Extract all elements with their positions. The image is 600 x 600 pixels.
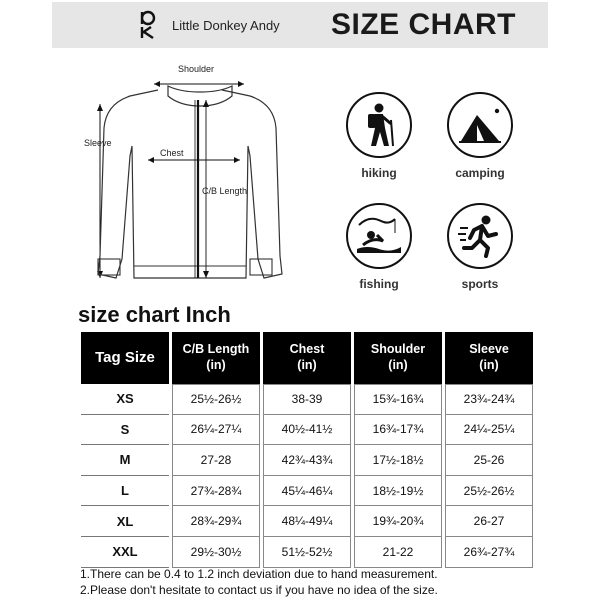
length-label: C/B Length bbox=[202, 186, 248, 196]
table-cell: 21-22 bbox=[354, 537, 442, 568]
shoulder-label: Shoulder bbox=[178, 64, 215, 74]
chest-label: Chest bbox=[160, 148, 184, 158]
footnotes bbox=[80, 566, 438, 598]
activity-label: hiking bbox=[361, 166, 397, 180]
table-row bbox=[81, 445, 533, 476]
header-sleeve: Sleeve (in) bbox=[445, 332, 533, 384]
brand-name: Little Donkey Andy bbox=[172, 17, 280, 33]
tent-icon bbox=[457, 105, 503, 145]
table-row bbox=[81, 506, 533, 537]
hiker-icon bbox=[359, 102, 399, 148]
table-cell: 48¼-49¼ bbox=[263, 506, 351, 537]
fisher-icon bbox=[355, 215, 403, 257]
table-cell: 25-26 bbox=[445, 445, 533, 476]
header-cb-length: C/B Length (in) bbox=[172, 332, 260, 384]
size-cell: S bbox=[81, 415, 169, 446]
table-cell: 26¾-27¾ bbox=[445, 537, 533, 568]
runner-icon bbox=[458, 214, 502, 258]
activity-sports bbox=[432, 203, 528, 291]
header-shoulder: Shoulder (in) bbox=[354, 332, 442, 384]
table-cell: 40½-41½ bbox=[263, 415, 351, 446]
table-cell: 26¼-27¼ bbox=[172, 415, 260, 446]
activity-label: camping bbox=[455, 166, 505, 180]
size-table bbox=[78, 332, 536, 568]
table-cell: 25½-26½ bbox=[172, 384, 260, 415]
header-tag-size: Tag Size bbox=[81, 332, 169, 384]
table-cell: 25½-26½ bbox=[445, 476, 533, 507]
activity-hiking bbox=[331, 92, 427, 180]
size-chart-heading: size chart Inch bbox=[78, 302, 231, 327]
table-cell: 38-39 bbox=[263, 384, 351, 415]
table-cell: 29½-30½ bbox=[172, 537, 260, 568]
table-row bbox=[81, 415, 533, 446]
activity-label: sports bbox=[461, 277, 499, 291]
table-cell: 45¼-46¼ bbox=[263, 476, 351, 507]
size-cell: XS bbox=[81, 384, 169, 415]
footnote: 2.Please don't hesitate to contact us if you have no idea of the size. bbox=[80, 583, 438, 597]
size-cell: L bbox=[81, 476, 169, 507]
table-cell: 18½-19½ bbox=[354, 476, 442, 507]
table-cell: 23¾-24¾ bbox=[445, 384, 533, 415]
sleeve-label: Sleeve bbox=[84, 138, 112, 148]
header-chest: Chest (in) bbox=[263, 332, 351, 384]
table-cell: 27¾-28¾ bbox=[172, 476, 260, 507]
size-cell: XL bbox=[81, 506, 169, 537]
jacket-outline-icon bbox=[80, 56, 290, 296]
table-cell: 28¾-29¾ bbox=[172, 506, 260, 537]
activity-camping bbox=[432, 92, 528, 180]
header-banner bbox=[52, 2, 548, 48]
activity-label: fishing bbox=[359, 277, 399, 291]
table-header-row bbox=[81, 332, 533, 384]
table-cell: 17½-18½ bbox=[354, 445, 442, 476]
table-cell: 24¼-25¼ bbox=[445, 415, 533, 446]
activity-fishing bbox=[331, 203, 427, 291]
table-cell: 51½-52½ bbox=[263, 537, 351, 568]
table-row bbox=[81, 384, 533, 415]
footnote: 1.There can be 0.4 to 1.2 inch deviation due to hand measurement. bbox=[80, 567, 438, 581]
page-title: SIZE CHART bbox=[331, 8, 516, 41]
table-cell: 16¾-17¾ bbox=[354, 415, 442, 446]
table-cell: 42¾-43¾ bbox=[263, 445, 351, 476]
table-cell: 26-27 bbox=[445, 506, 533, 537]
table-cell: 15¾-16¾ bbox=[354, 384, 442, 415]
table-cell: 19¾-20¾ bbox=[354, 506, 442, 537]
size-cell: XXL bbox=[81, 537, 169, 568]
table-row bbox=[81, 476, 533, 507]
jacket-diagram bbox=[80, 56, 290, 296]
table-cell: 27-28 bbox=[172, 445, 260, 476]
brand-logo-icon bbox=[138, 10, 160, 40]
table-row bbox=[81, 537, 533, 568]
size-cell: M bbox=[81, 445, 169, 476]
